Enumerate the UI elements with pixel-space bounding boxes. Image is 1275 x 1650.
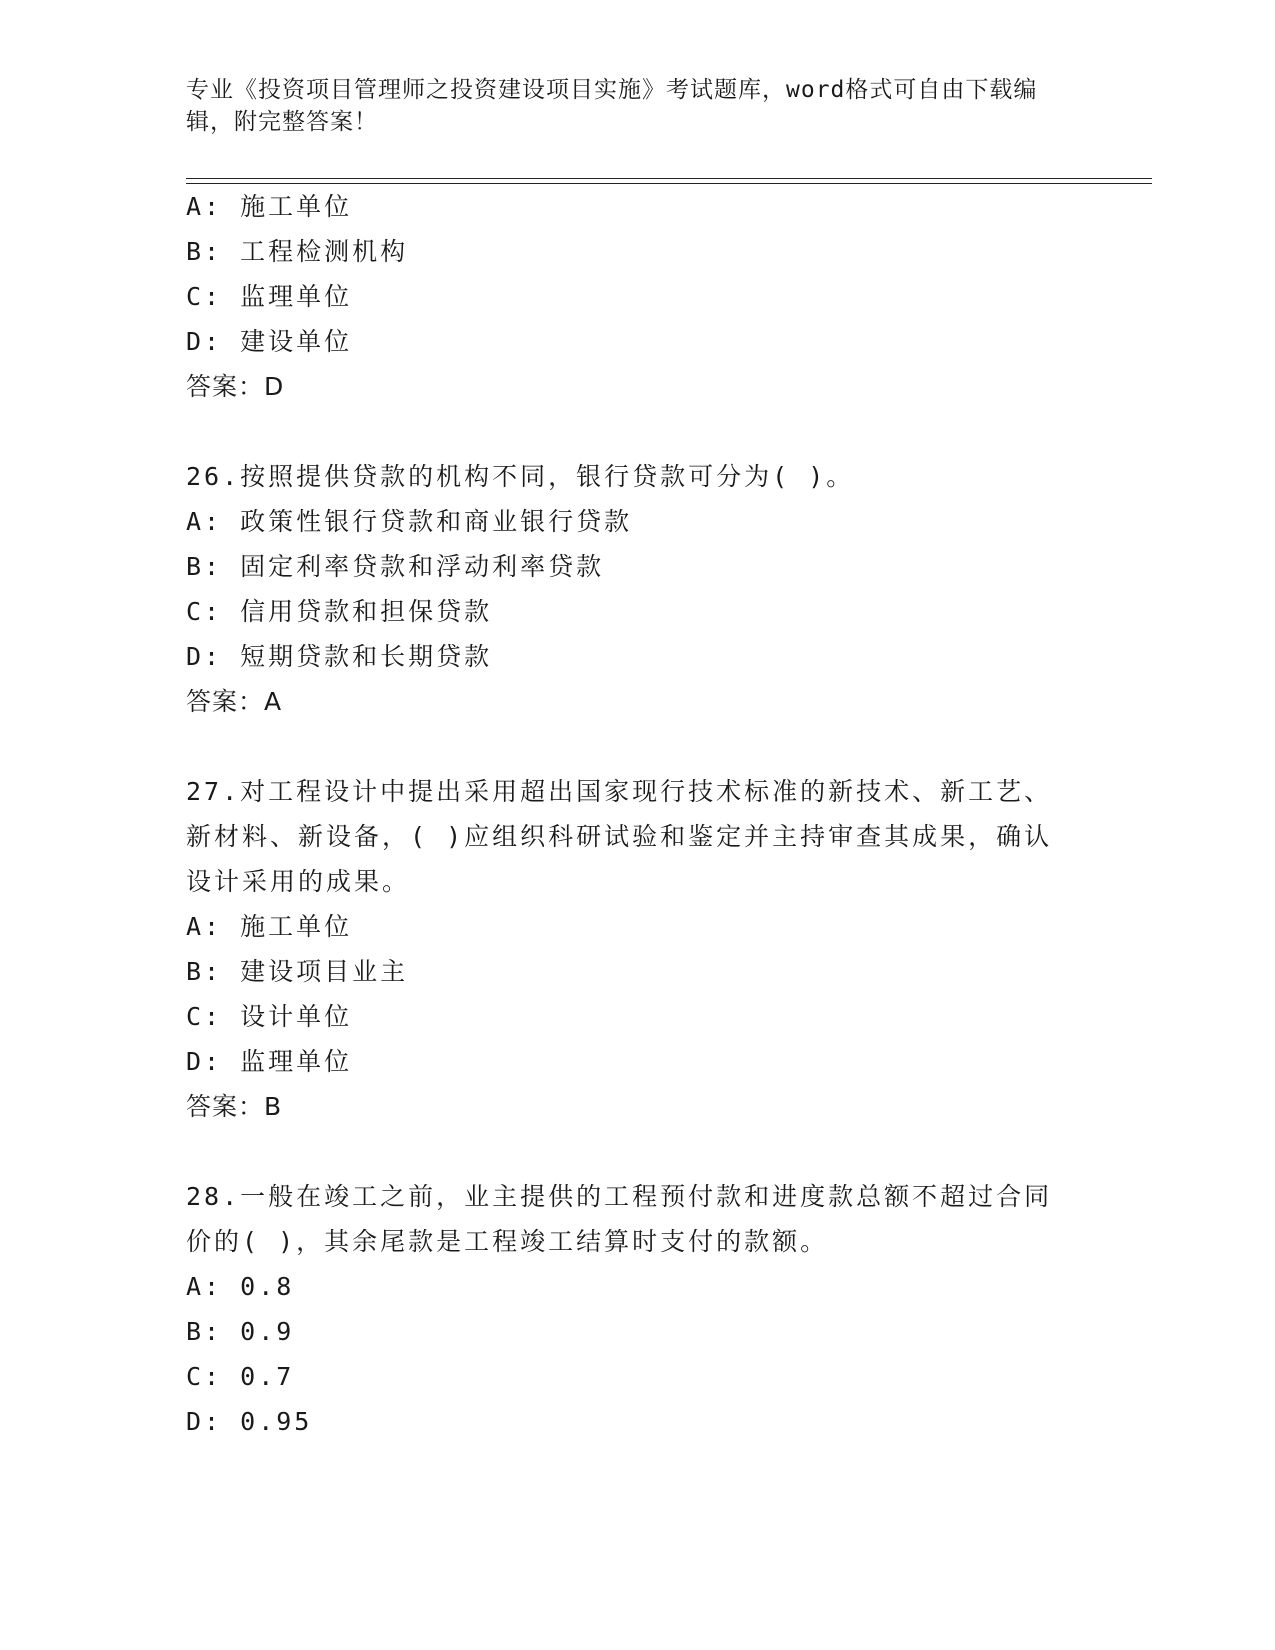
q26-option-a: A: 政策性银行贷款和商业银行贷款 xyxy=(186,507,633,536)
q27-option-a: A: 施工单位 xyxy=(186,912,353,941)
header-divider-top xyxy=(186,178,1152,179)
q27-answer: 答案：B xyxy=(186,1092,283,1121)
q25-option-d: D: 建设单位 xyxy=(186,327,353,356)
q25-option-c: C: 监理单位 xyxy=(186,282,353,311)
q27-option-c: C: 设计单位 xyxy=(186,1002,353,1031)
q25-answer: 答案：D xyxy=(186,372,285,401)
document-header: 专业《投资项目管理师之投资建设项目实施》考试题库，word格式可自由下载编辑，附完整答案！ xyxy=(186,77,1038,135)
q28-option-a: A: 0.8 xyxy=(186,1272,295,1301)
q27-option-b: B: 建设项目业主 xyxy=(186,957,409,986)
q28-option-b: B: 0.9 xyxy=(186,1317,295,1346)
q28-option-d: D: 0.95 xyxy=(186,1407,313,1436)
q27-stem: 27.对工程设计中提出采用超出国家现行技术标准的新技术、新工艺、新材料、新设备，( )应组织科研试验和鉴定并主持审查其成果，确认设计采用的成果。 xyxy=(186,777,1053,896)
q27-option-d: D: 监理单位 xyxy=(186,1047,353,1076)
q26-option-b: B: 固定利率贷款和浮动利率贷款 xyxy=(186,552,605,581)
q25-option-a: A: 施工单位 xyxy=(186,192,353,221)
q26-stem: 26.按照提供贷款的机构不同，银行贷款可分为( )。 xyxy=(186,462,855,491)
q28-stem: 28.一般在竣工之前，业主提供的工程预付款和进度款总额不超过合同价的( )，其余尾款是工程竣工结算时支付的款额。 xyxy=(186,1182,1053,1256)
q26-answer: 答案：A xyxy=(186,687,283,716)
q26-option-d: D: 短期贷款和长期贷款 xyxy=(186,642,493,671)
q25-option-b: B: 工程检测机构 xyxy=(186,237,409,266)
q26-option-c: C: 信用贷款和担保贷款 xyxy=(186,597,493,626)
header-divider-bottom xyxy=(186,183,1152,184)
q28-option-c: C: 0.7 xyxy=(186,1362,295,1391)
